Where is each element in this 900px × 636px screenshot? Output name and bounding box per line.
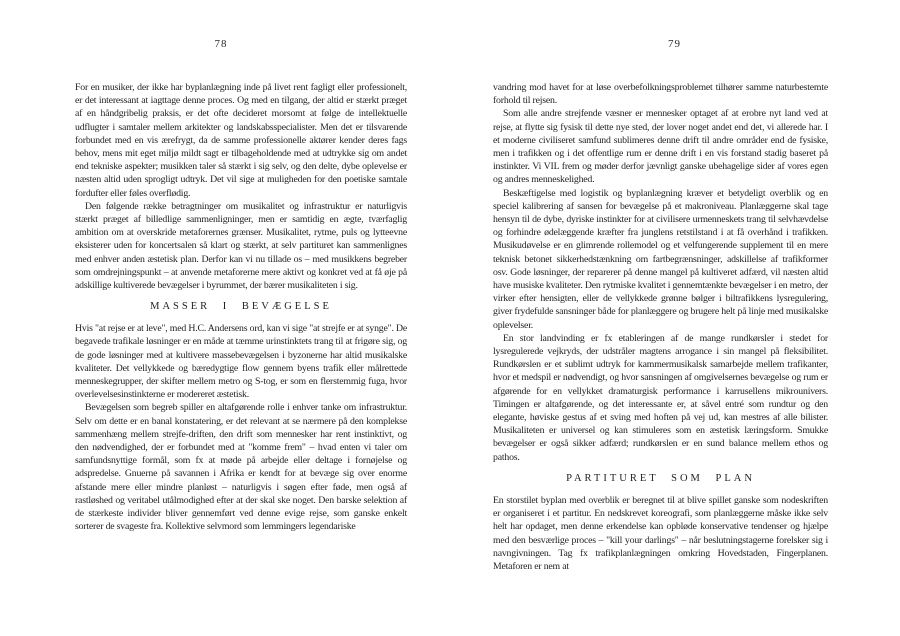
paragraph: vandring mod havet for at løse overbefolkningsproblemet tilhører samme naturbestemte forhold til rejsen. (493, 82, 828, 107)
section-heading: MASSER I BEVÆGELSE (150, 301, 332, 313)
page-left (75, 38, 407, 534)
page-right (493, 38, 828, 573)
paragraph: Hvis "at rejse er at leve", med H.C. Andersens ord, kan vi sige "at strejfe er at synge". De begavede trafikale løsninger er en måde at tæmme urinstinktets trang til at frigøre sig, og de gode løsninger med at kultivere massebevægelsen i byzonerne har altid musikalske kvaliteter. Det vellykkede og bæredygtige flow gennem byens trafik eller målrettede menneskegrupper, der skifter mellem metro og S-tog, er som en flerstemmig fuga, hvor overlevelsesinstinkterne er modereret æstetisk. (75, 323, 407, 401)
paragraph: Bevægelsen som begreb spiller en altafgørende rolle i enhver tanke om infrastruktur. Selv om dette er en banal konstatering, er det relevant at se nærmere på den komplekse sammenhæng mellem strejfe-driften, den drift som mennesker har rent instinktivt, og den nødvendighed, der er forbundet med at "komme frem" – hvad enten vi taler om samfundsnyttige formål, som fx at møde på arbejde eller deltage i fornøjelse og adspredelse. Gnuerne på savannen i Afrika er kendt for at bevæge sig over enorme afstande mere eller mindre planløst – naturligvis i søgen efter føde, men også af rastløshed og veritabel utålmodighed efter at der skal ske noget. Den barske selektion af de stærkeste individer bliver gennemført ved denne evige rejse, som ganske enkelt sorterer de svageste fra. Kollektive selvmord som lemmingers legendariske (75, 402, 407, 533)
paragraph: Beskæftigelse med logistik og byplanlægning kræver et betydeligt overblik og en speciel kalibrering af sansen for bevægelse på et makroniveau. Planlæggerne skal tage hensyn til de dybe, dyriske instinkter for at civilisere urmenneskets trang til selvhævdelse og forhindre ødelæggende kræfter fra junglens retstilstand i at få overhånd i trafikken. Musikudøvelse er en glimrende rollemodel og et velfungerende supplement til en mere teknisk betonet sikkerhedstænkning om fartbegrænsninger, adskillelse af trafikformer osv. Gode løsninger, der reparerer på denne mangel på kultiveret adfærd, vil næsten altid have musiske kvaliteter. Den rytmiske kvalitet i gennemtænkte bevægelser i en metro, der virker efter hensigten, eller de vellykkede grønne bølger i biltrafikkens lysregulering, giver frydefulde sansninger både for planlæggere og brugere helt på linje med musikalske oplevelser. (493, 187, 828, 331)
paragraph: En storstilet byplan med overblik er beregnet til at blive spillet ganske som nodeskriften er organiseret i et partitur. En nedskrevet koreografi, som planlæggerne måske ikke selv helt har opdaget, men denne erkendelse kan opbløde konservative tendenser og hjælpe med den besværlige proces – "kill your darlings" – når beslutningstagerne forelsker sig i navngivningen. Tag fx trafikplanlægningen omkring Hovedstaden, Fingerplanen. Metaforen er nem at (493, 494, 828, 572)
paragraph: For en musiker, der ikke har byplanlægning inde på livet rent fagligt eller professionelt, er det interessant at iagttage denne proces. Og med en tilgang, der altid er stærkt præget af en håndgribelig praksis, er det ofte decideret morsomt at følge de intellektuelle udflugter i samtaler mellem arkitekter og landskabsspecialister. Men det er tilsvarende forbundet med en vis ærefrygt, da de samme professionelle aktører kender deres fags behov, mens mit eget miljø mildt sagt er tilbageholdende med at udtrykke sig om andet end tekniske aspekter; musikken taler så stærkt i sig selv, og den delte, dybe oplevelse er næsten altid uden sprogligt udtryk. Det vil sige at muligheden for den poetiske samtale fordufter eller føles overflødig. (75, 82, 407, 199)
section-heading: PARTITURET SOM PLAN (566, 472, 755, 484)
page-number: 79 (668, 38, 681, 50)
paragraph: Som alle andre strejfende væsner er mennesker optaget af at erobre nyt land ved at rejse, at flytte sig fysisk til dette nye sted, der lover noget andet end det, vi allerede har. I et moderne civiliseret samfund sublimeres denne drift til andre områder end de fysiske, men i trafikken og i det offentlige rum er denne drift i en vis forstand stadig baseret på instinkter. Vi VIL frem og møder derfor jævnligt ganske ubehagelige sider af vores egen og andres menneskelighed. (493, 108, 828, 186)
page-number: 78 (214, 38, 228, 50)
paragraph: En stor landvinding er fx etableringen af de mange rundkørsler i stedet for lysregulerede vejkryds, der udstråler magtens arrogance i sin mangel på fleksibilitet. Rundkørslen er et sublimt udtryk for kammermusikalsk samarbejde mellem trafikanter, hvor et medspil er nødvendigt, og hvor sansningen af omgivelsernes bevægelse og rum er afgørende for en vellykket dramaturgisk performance i karrusellens mikrounivers. Timingen er altafgørende, og det interessante er, at såvel entré som rundtur og den elegante, høviske gestus af et sving med hoften på vej ud, kan mestres af alle bilister. Musikaliteten er universel og kan stimuleres som en æstetisk læringsform. Smukke bevægelser er også sikker adfærd; rundkørslen er en sund balance mellem ethos og pathos. (493, 332, 828, 463)
paragraph: Den følgende række betragtninger om musikalitet og infrastruktur er naturligvis stærkt præget af billedlige sammenligninger, men er samtidig en ægte, tværfaglig ambition om at overskride metaforernes grænser. Musikalitet, rytme, puls og lytteevne eksisterer uden for koncertsalen så klart og stærkt, at selv partituret kan sammenlignes med enhver anden æstetisk plan. Derfor kan vi nu tillade os – med musikkens begreber som omdrejningspunkt – at anvende metaforerne mere aktivt og konkret ved at få øje på adskillige kultiverede bevægelser i byrummet, der bærer musikaliteten i sig. (75, 200, 407, 292)
